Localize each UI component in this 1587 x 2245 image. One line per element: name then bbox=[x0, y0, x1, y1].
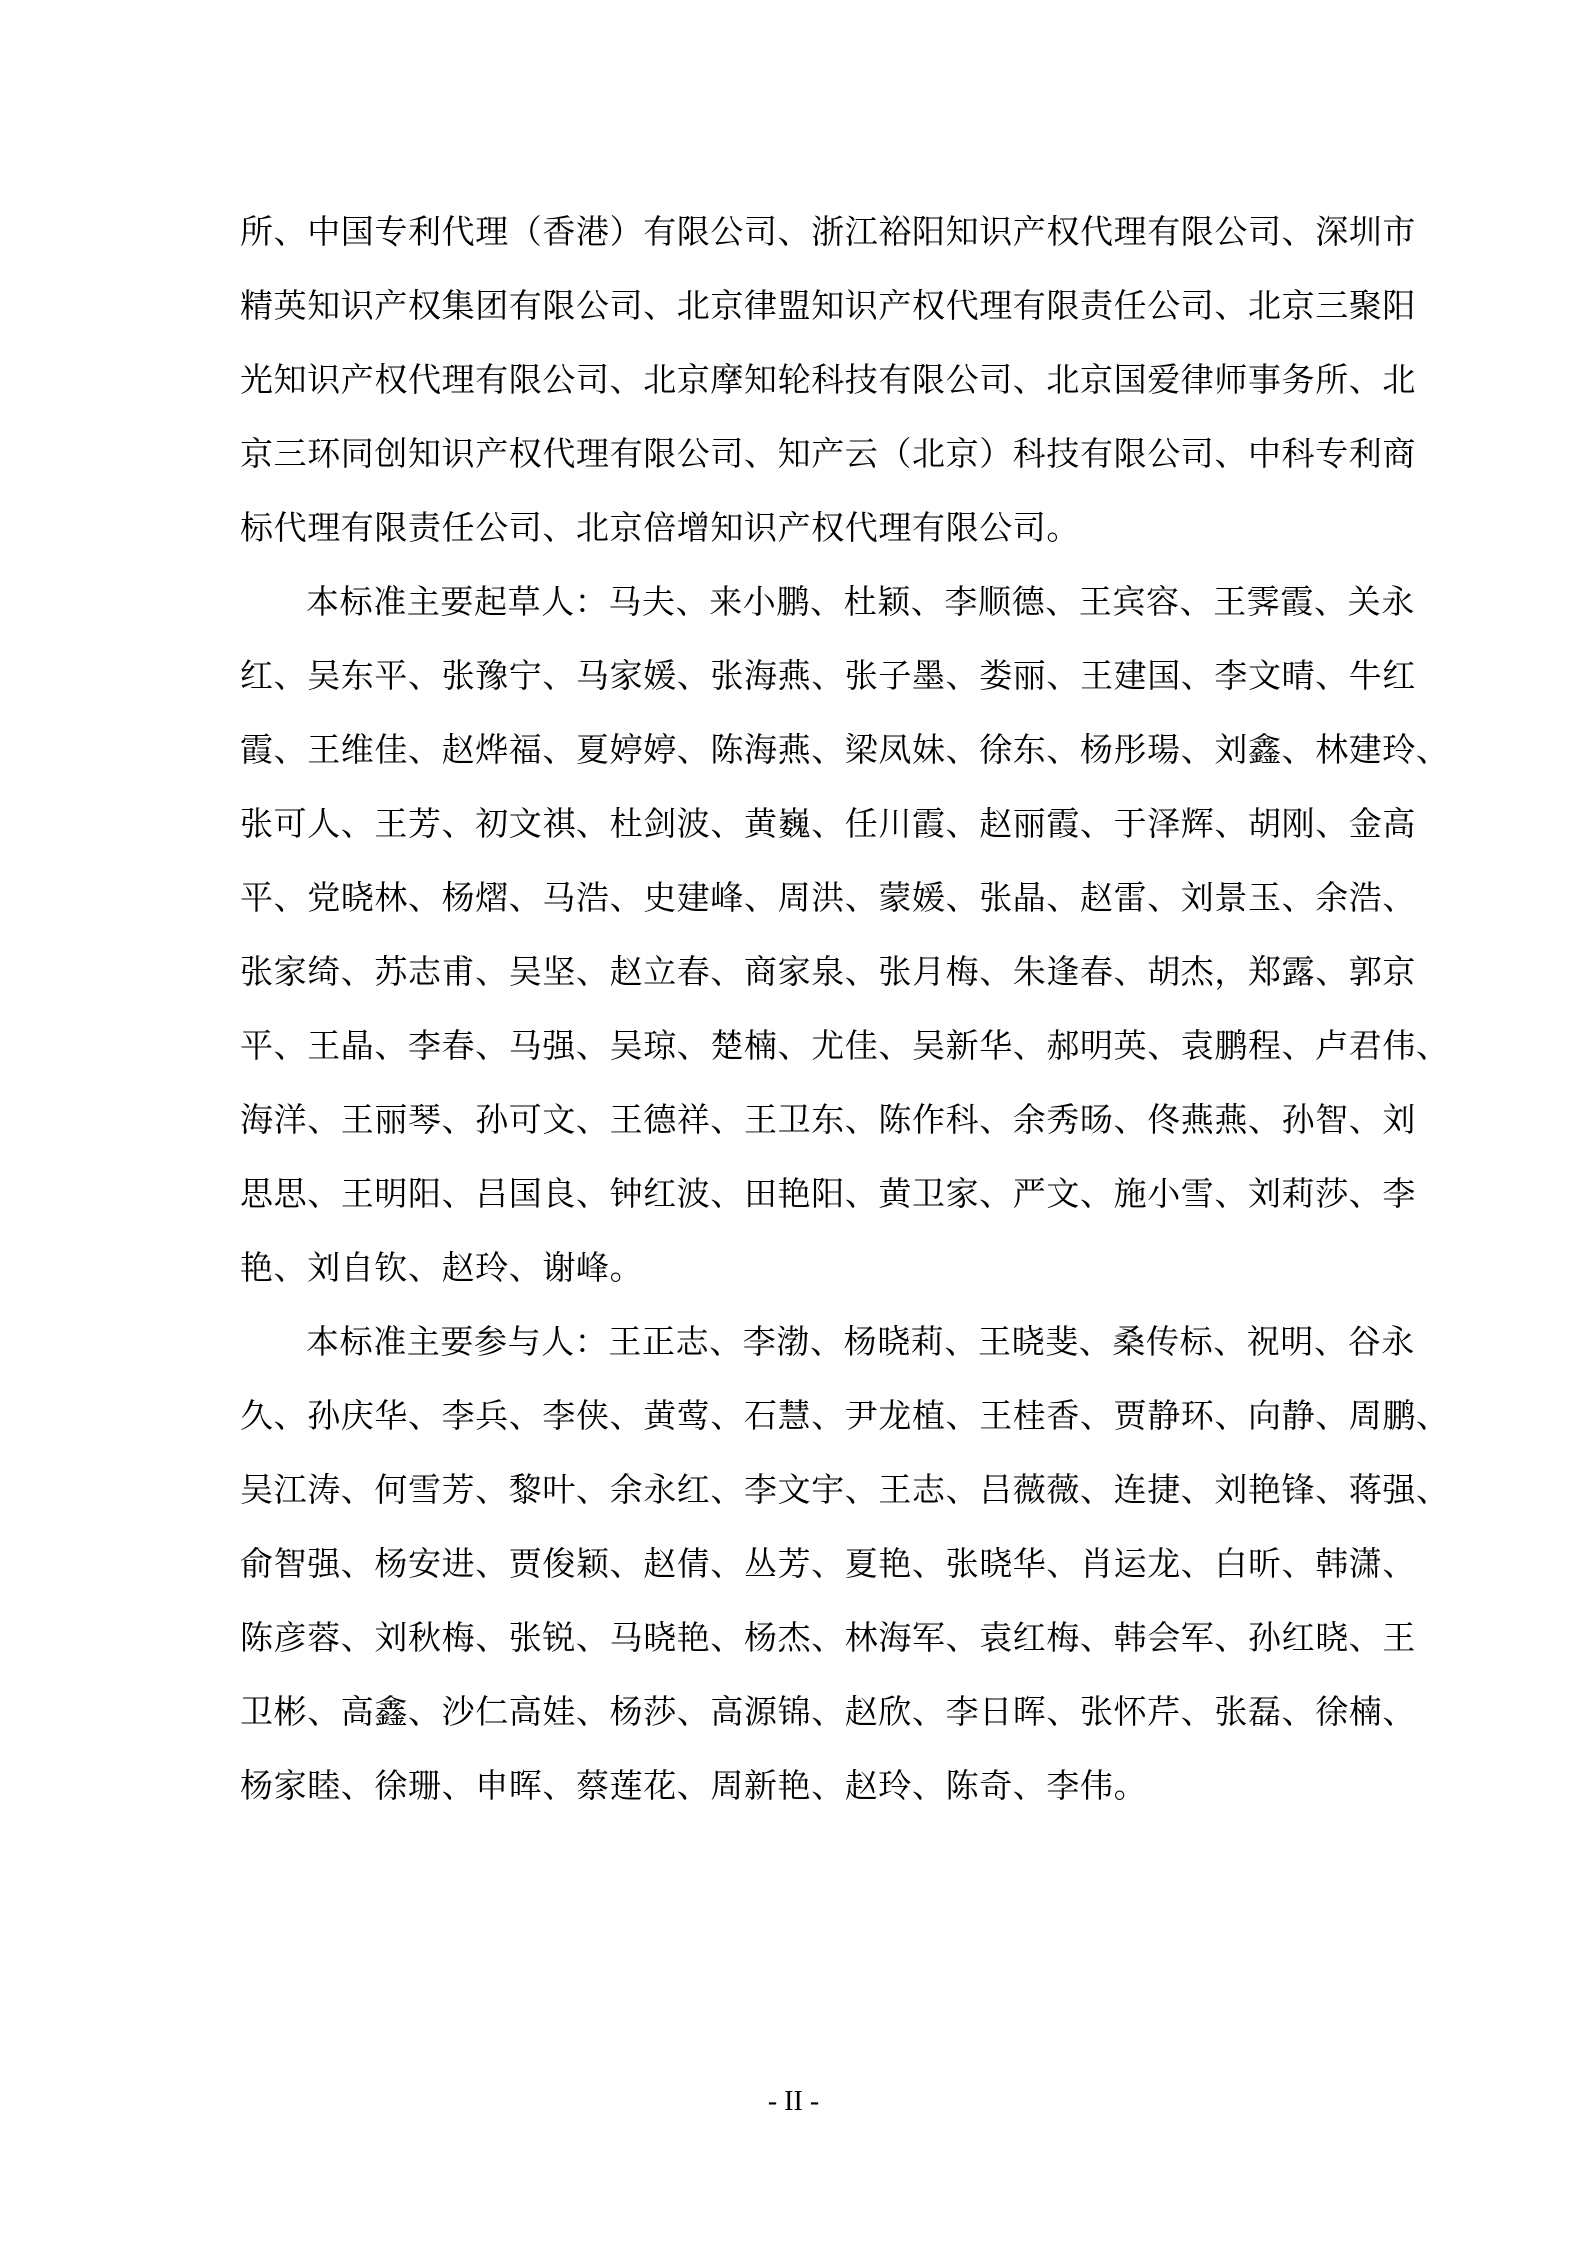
text-line: 张可人、王芳、初文祺、杜剑波、黄巍、任川霞、赵丽霞、于泽辉、胡刚、金高 bbox=[240, 804, 1416, 843]
text-line: 久、孙庆华、李兵、李侠、黄莺、石慧、尹龙植、王桂香、贾静环、向静、周鹏、 bbox=[240, 1396, 1450, 1435]
body-text bbox=[240, 206, 1450, 1834]
text-line: 俞智强、杨安进、贾俊颖、赵倩、丛芳、夏艳、张晓华、肖运龙、白昕、韩潇、 bbox=[240, 1544, 1416, 1583]
text-line: 海洋、王丽琴、孙可文、王德祥、王卫东、陈作科、余秀旸、佟燕燕、孙智、刘 bbox=[240, 1100, 1416, 1139]
text-line: 张家绮、苏志甫、吴坚、赵立春、商家泉、张月梅、朱逢春、胡杰，郑露、郭京 bbox=[240, 952, 1416, 991]
text-line: 光知识产权代理有限公司、北京摩知轮科技有限公司、北京国爱律师事务所、北 bbox=[240, 360, 1416, 399]
text-line: 本标准主要起草人：马夫、来小鹏、杜颖、李顺德、王宾容、王霁霞、关永 bbox=[306, 582, 1415, 621]
text-line: 陈彦蓉、刘秋梅、张锐、马晓艳、杨杰、林海军、袁红梅、韩会军、孙红晓、王 bbox=[240, 1618, 1416, 1657]
text-line: 霞、王维佳、赵烨福、夏婷婷、陈海燕、梁凤妹、徐东、杨彤瑒、刘鑫、林建玲、 bbox=[240, 730, 1450, 769]
text-line: 平、党晓林、杨熠、马浩、史建峰、周洪、蒙媛、张晶、赵雷、刘景玉、余浩、 bbox=[240, 878, 1416, 917]
text-line: 卫彬、高鑫、沙仁高娃、杨莎、高源锦、赵欣、李日晖、张怀芹、张磊、徐楠、 bbox=[240, 1692, 1416, 1731]
text-line: 吴江涛、何雪芳、黎叶、余永红、李文宇、王志、吕薇薇、连捷、刘艳锋、蒋强、 bbox=[240, 1470, 1450, 1509]
text-line: 平、王晶、李春、马强、吴琼、楚楠、尤佳、吴新华、郝明英、袁鹏程、卢君伟、 bbox=[240, 1026, 1450, 1065]
text-line: 京三环同创知识产权代理有限公司、知产云（北京）科技有限公司、中科专利商 bbox=[240, 434, 1416, 473]
text-line: 本标准主要参与人：王正志、李渤、杨晓莉、王晓斐、桑传标、祝明、谷永 bbox=[306, 1322, 1415, 1361]
paragraph-main-drafters bbox=[240, 576, 1450, 1316]
text-line: 杨家睦、徐珊、申晖、蔡莲花、周新艳、赵玲、陈奇、李伟。 bbox=[240, 1766, 1148, 1805]
text-line: 艳、刘自钦、赵玲、谢峰。 bbox=[240, 1248, 644, 1287]
paragraph-main-participants bbox=[240, 1316, 1450, 1834]
paragraph-units-continued bbox=[240, 206, 1416, 576]
text-line: 精英知识产权集团有限公司、北京律盟知识产权代理有限责任公司、北京三聚阳 bbox=[240, 286, 1416, 325]
text-line: 思思、王明阳、吕国良、钟红波、田艳阳、黄卫家、严文、施小雪、刘莉莎、李 bbox=[240, 1174, 1416, 1213]
page-number: - II - bbox=[767, 2086, 820, 2117]
text-line: 标代理有限责任公司、北京倍增知识产权代理有限公司。 bbox=[240, 508, 1080, 547]
text-line: 红、吴东平、张豫宁、马家媛、张海燕、张子墨、娄丽、王建国、李文晴、牛红 bbox=[240, 656, 1416, 695]
text-line: 所、中国专利代理（香港）有限公司、浙江裕阳知识产权代理有限公司、深圳市 bbox=[240, 212, 1416, 251]
